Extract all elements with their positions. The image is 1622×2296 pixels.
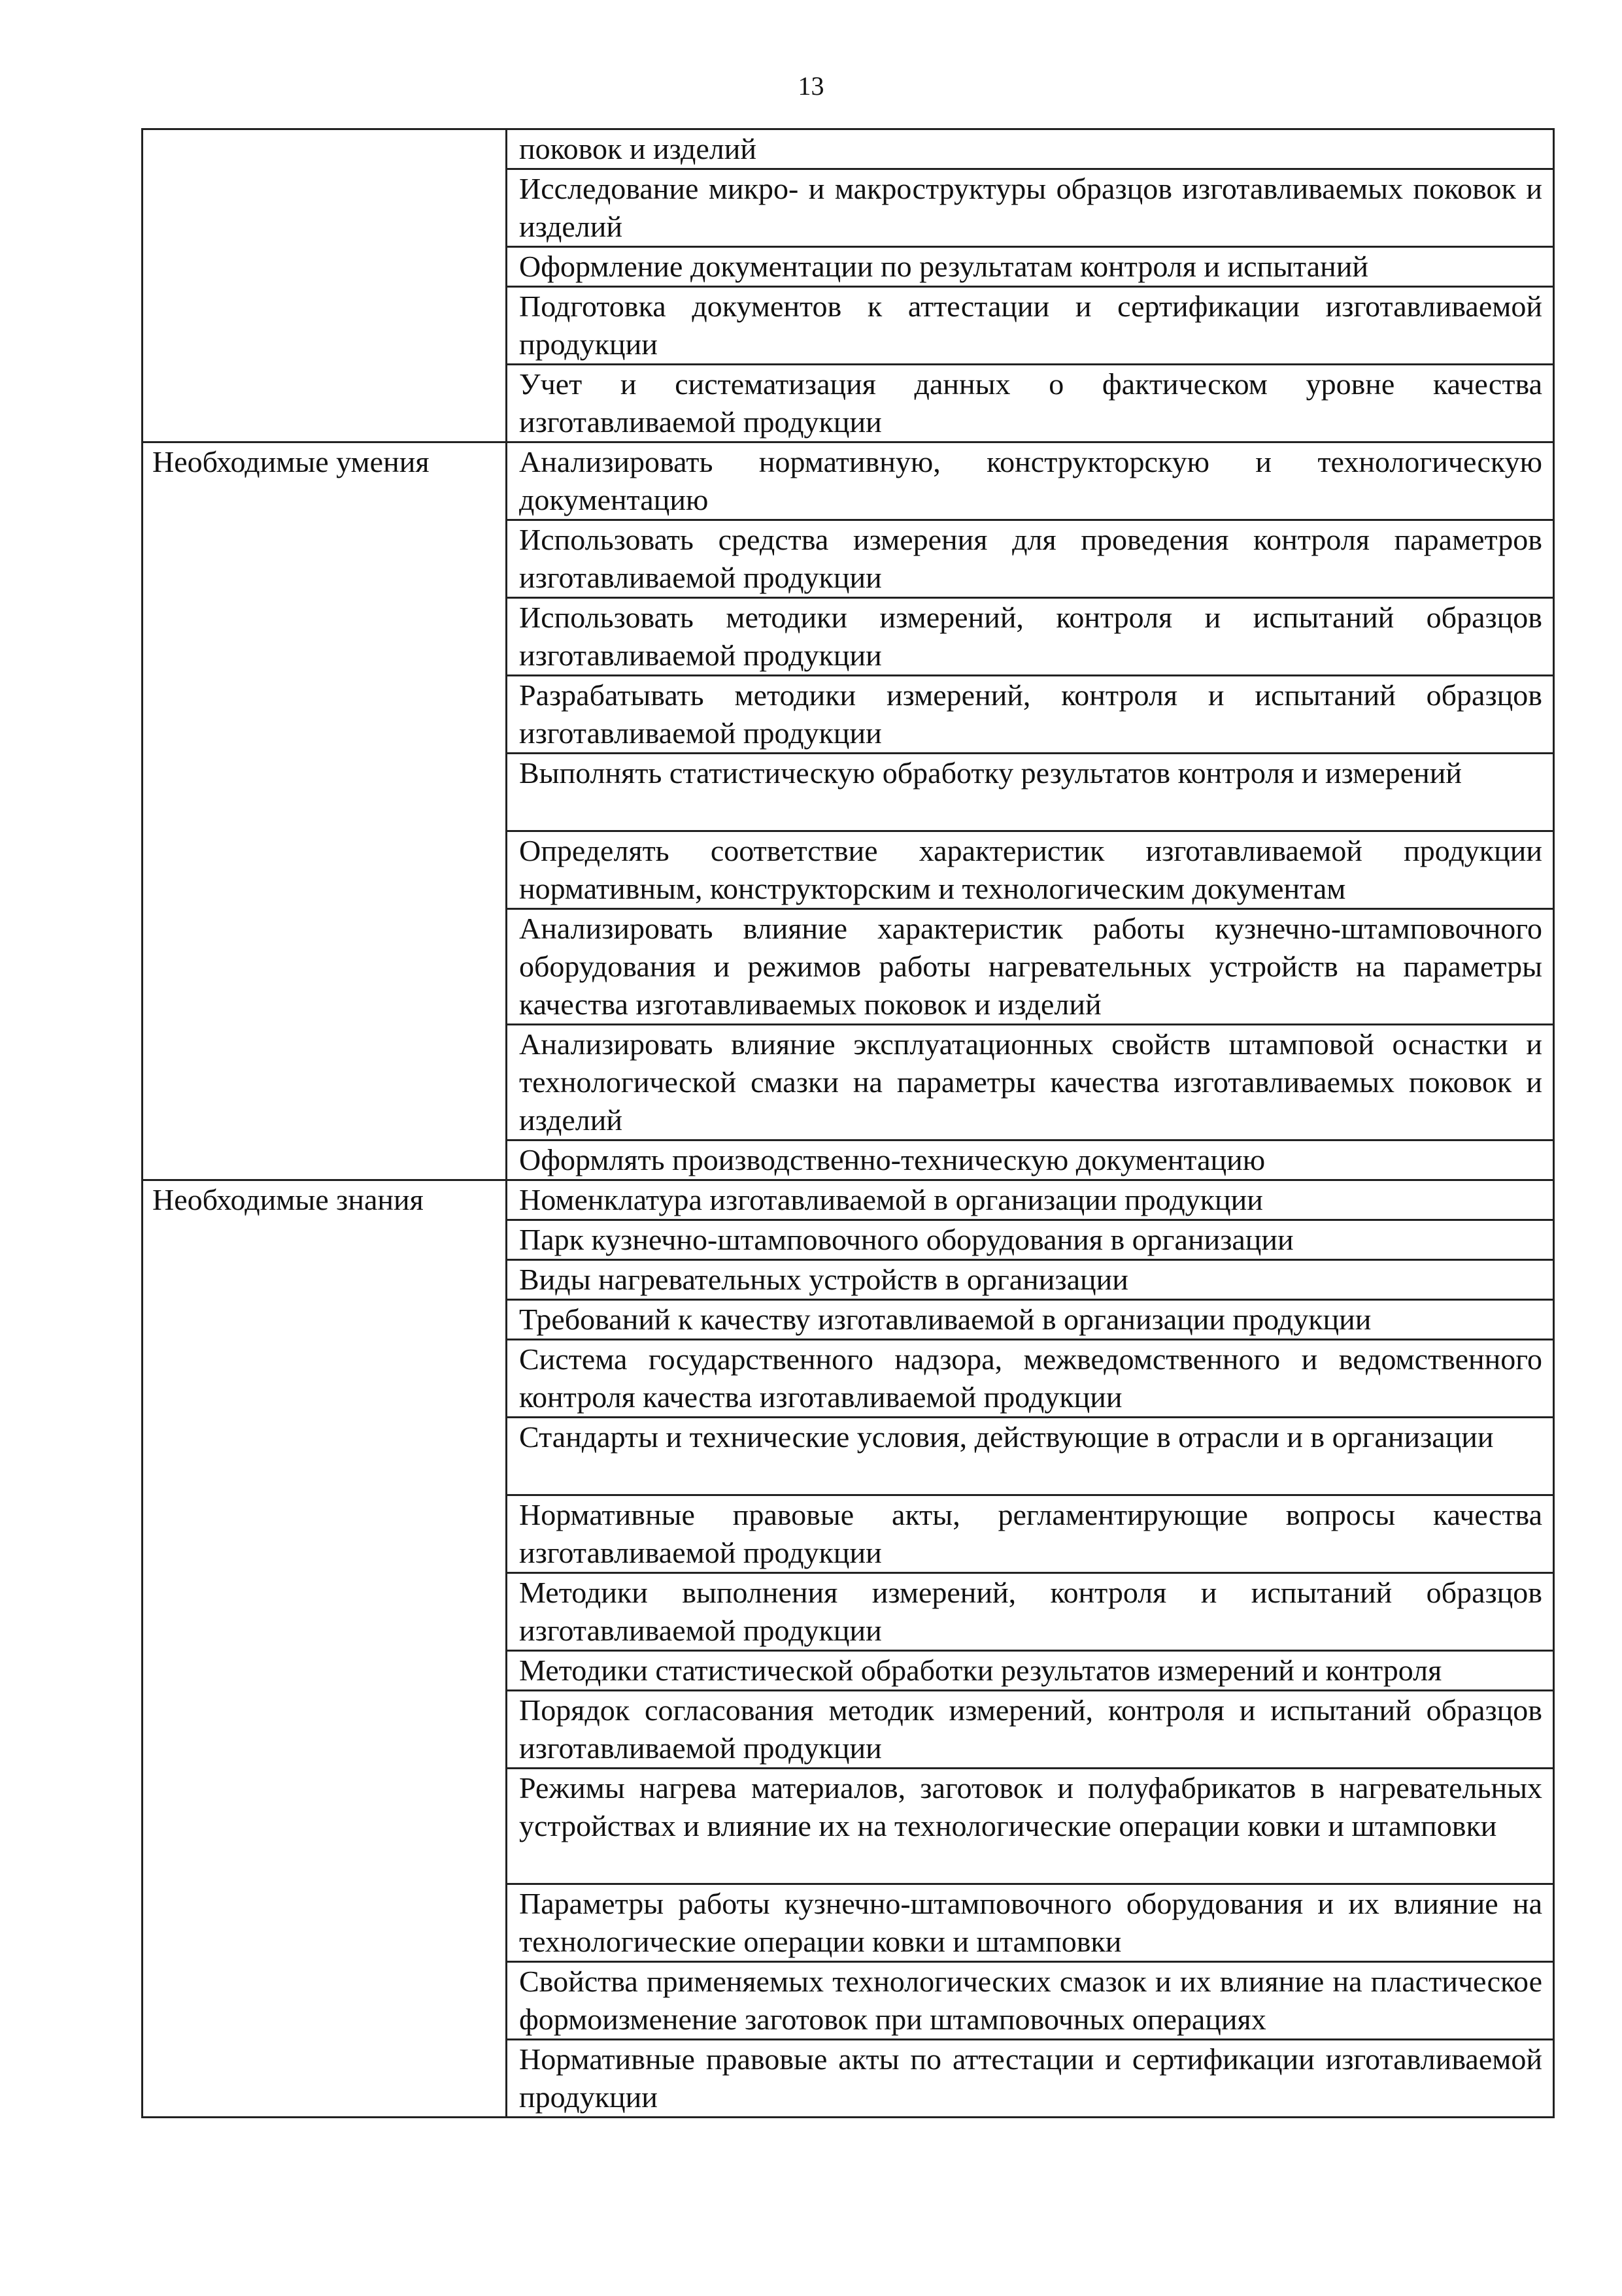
section-label bbox=[143, 129, 507, 442]
table-item: Стандарты и технические условия, действующие в отрасли и в организации bbox=[507, 1416, 1553, 1494]
items-cell bbox=[507, 129, 1554, 442]
table-item: Нормативные правовые акты по аттестации и сертификации изготавливаемой продукции bbox=[507, 2038, 1553, 2116]
table-row bbox=[143, 1180, 1554, 2118]
table-item: Исследование микро- и макроструктуры образцов изготавливаемых поковок и изделий bbox=[507, 168, 1553, 246]
section-label: Необходимые знания bbox=[143, 1180, 507, 2118]
table-row bbox=[143, 442, 1554, 1180]
table-item: Использовать методики измерений, контроля и испытаний образцов изготавливаемой продукции bbox=[507, 597, 1553, 674]
table-item: Порядок согласования методик измерений, контроля и испытаний образцов изготавливаемой продукции bbox=[507, 1689, 1553, 1767]
table-item: Подготовка документов к аттестации и сертификации изготавливаемой продукции bbox=[507, 286, 1553, 363]
table-item: Параметры работы кузнечно-штамповочного оборудования и их влияние на технологические операции ковки и штамповки bbox=[507, 1883, 1553, 1961]
section-label: Необходимые умения bbox=[143, 442, 507, 1180]
page-number: 13 bbox=[798, 71, 824, 101]
table-item: Выполнять статистическую обработку результатов контроля и измерений bbox=[507, 752, 1553, 830]
table-item: поковок и изделий bbox=[519, 132, 756, 165]
table-item: Требований к качеству изготавливаемой в организации продукции bbox=[507, 1299, 1553, 1339]
table-item: Анализировать влияние характеристик работы кузнечно-штамповочного оборудования и режимов работы нагревательных устройств на параметры качества изготавливаемых поковок и изделий bbox=[507, 908, 1553, 1023]
table-item: Использовать средства измерения для проведения контроля параметров изготавливаемой продукции bbox=[507, 519, 1553, 597]
table-item: Методики выполнения измерений, контроля и испытаний образцов изготавливаемой продукции bbox=[507, 1572, 1553, 1650]
table-item: Оформлять производственно-техническую документацию bbox=[507, 1139, 1553, 1179]
table-item: Свойства применяемых технологических смазок и их влияние на пластическое формоизменение заготовок при штамповочных операциях bbox=[507, 1961, 1553, 2038]
table-item: Оформление документации по результатам контроля и испытаний bbox=[507, 246, 1553, 286]
table-item: Анализировать влияние эксплуатационных свойств штамповой оснастки и технологической смазки на параметры качества изготавливаемых поковок и изделий bbox=[507, 1023, 1553, 1139]
table-item: Разрабатывать методики измерений, контроля и испытаний образцов изготавливаемой продукции bbox=[507, 674, 1553, 752]
table-item: Методики статистической обработки результатов измерений и контроля bbox=[507, 1650, 1553, 1689]
table-item: Система государственного надзора, межведомственного и ведомственного контроля качества изготавливаемой продукции bbox=[507, 1339, 1553, 1416]
table-item: Виды нагревательных устройств в организации bbox=[507, 1259, 1553, 1299]
items-cell bbox=[507, 1180, 1554, 2118]
competency-table bbox=[141, 128, 1555, 2118]
table-item: Нормативные правовые акты, регламентирующие вопросы качества изготавливаемой продукции bbox=[507, 1494, 1553, 1572]
table-item: Номенклатура изготавливаемой в организации продукции bbox=[519, 1183, 1263, 1216]
table-item: Определять соответствие характеристик изготавливаемой продукции нормативным, конструкторским и технологическим документам bbox=[507, 830, 1553, 908]
items-cell bbox=[507, 442, 1554, 1180]
table-item: Учет и систематизация данных о фактическом уровне качества изготавливаемой продукции bbox=[507, 363, 1553, 441]
table-row bbox=[143, 129, 1554, 442]
table-item: Парк кузнечно-штамповочного оборудования в организации bbox=[507, 1219, 1553, 1259]
table-item: Режимы нагрева материалов, заготовок и полуфабрикатов в нагревательных устройствах и влияние их на технологические операции ковки и штамповки bbox=[507, 1767, 1553, 1883]
table-item: Анализировать нормативную, конструкторскую и технологическую документацию bbox=[519, 445, 1542, 516]
